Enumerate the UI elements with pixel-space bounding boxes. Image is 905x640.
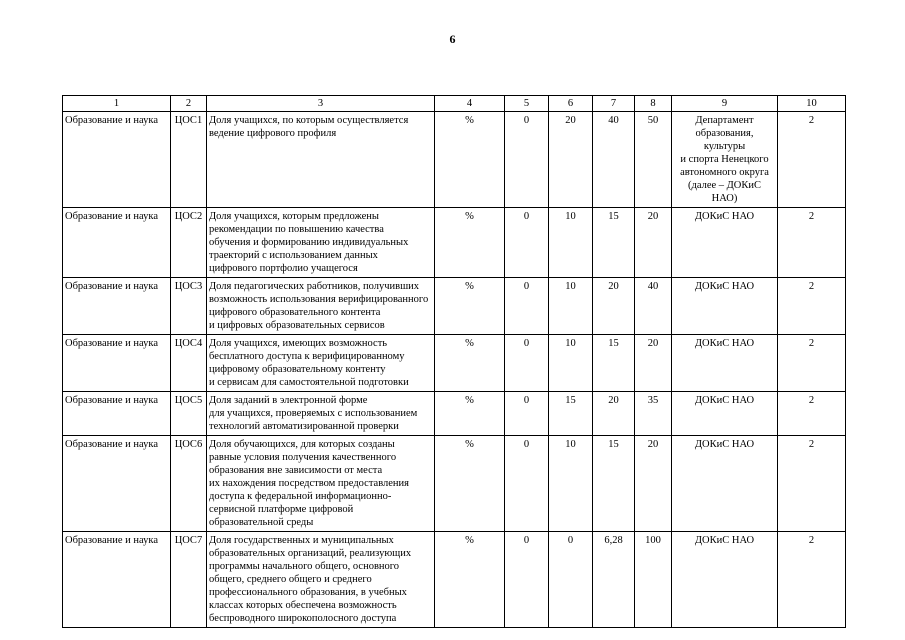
indicator-name-cell [207,208,435,278]
executor-cell [672,532,778,628]
executor-cell-line: образования, культуры [695,128,754,152]
indicator-name-cell-line: Доля обучающихся, для которых созданы [209,439,395,450]
value-cell-6: 10 [549,335,593,392]
unit-cell: % [435,208,505,278]
value-cell-8: 20 [635,436,672,532]
indicator-name-cell-line: для учащихся, проверяемых с использованием [209,408,418,419]
unit-cell: % [435,392,505,436]
unit-cell: % [435,436,505,532]
value-cell-6: 10 [549,278,593,335]
indicator-name-cell-line: Доля педагогических работников, получивших [209,281,420,292]
indicator-name-cell [207,436,435,532]
column-header-2: 2 [171,96,207,112]
indicator-name-cell-line: и сервисам для самостоятельной подготовки [209,377,409,388]
indicator-name-cell-line: образовательных организаций, реализующих [209,548,412,559]
column-header-5: 5 [505,96,549,112]
sector-cell: Образование и наука [63,532,171,628]
value-cell-8: 100 [635,532,672,628]
table-row [63,436,846,532]
executor-cell [672,392,778,436]
indicator-name-cell-line: цифровому образовательному контенту [209,364,386,375]
executor-cell [672,112,778,208]
value-cell-7: 15 [593,208,635,278]
value-cell-7: 40 [593,112,635,208]
value-cell-5: 0 [505,208,549,278]
column-10-cell: 2 [778,532,846,628]
column-header-3: 3 [207,96,435,112]
indicator-name-cell-line: Доля государственных и муниципальных [209,535,394,546]
sector-cell: Образование и наука [63,335,171,392]
value-cell-5: 0 [505,532,549,628]
indicator-name-cell-line: и цифровых образовательных сервисов [209,320,385,331]
indicator-name-cell [207,532,435,628]
value-cell-8: 20 [635,335,672,392]
indicator-name-cell-line: программы начального общего, основного [209,561,400,572]
sector-cell: Образование и наука [63,112,171,208]
header-row [63,96,846,112]
indicator-name-cell-line: Доля учащихся, имеющих возможность [209,338,388,349]
indicators-table [62,95,846,628]
indicator-name-cell-line: равные условия получения качественного [209,452,397,463]
code-cell: ЦОС7 [171,532,207,628]
code-cell: ЦОС2 [171,208,207,278]
indicator-name-cell-line: их нахождения посредством предоставления [209,478,409,489]
table-row [63,208,846,278]
page-number: 6 [449,32,456,46]
code-cell: ЦОС3 [171,278,207,335]
value-cell-8: 20 [635,208,672,278]
indicator-name-cell-line: траекторий с использованием данных [209,250,378,261]
column-header-10: 10 [778,96,846,112]
column-10-cell: 2 [778,112,846,208]
unit-cell: % [435,278,505,335]
indicator-name-cell-line: цифрового образовательного контента [209,307,381,318]
unit-cell: % [435,532,505,628]
indicator-name-cell-line: общего, среднего общего и среднего [209,574,372,585]
code-cell: ЦОС6 [171,436,207,532]
executor-cell-line: ДОКиС НАО [694,395,755,406]
indicator-name-cell-line: Доля учащихся, по которым осуществляется [209,115,409,126]
value-cell-6: 15 [549,392,593,436]
executor-cell [672,335,778,392]
indicator-name-cell-line: цифрового портфолио учащегося [209,263,358,274]
column-10-cell: 2 [778,392,846,436]
table-row [63,335,846,392]
value-cell-5: 0 [505,278,549,335]
indicator-name-cell-line: Доля заданий в электронной форме [209,395,368,406]
table-row [63,278,846,335]
table-row [63,532,846,628]
value-cell-8: 50 [635,112,672,208]
column-10-cell: 2 [778,335,846,392]
value-cell-7: 20 [593,392,635,436]
table-row [63,112,846,208]
sector-cell: Образование и наука [63,392,171,436]
value-cell-8: 35 [635,392,672,436]
column-header-9: 9 [672,96,778,112]
executor-cell-line: (далее – ДОКиС НАО) [687,180,762,204]
code-cell: ЦОС4 [171,335,207,392]
executor-cell-line: автономного округа [680,167,769,178]
indicator-name-cell-line: Доля учащихся, которым предложены [209,211,379,222]
value-cell-5: 0 [505,436,549,532]
code-cell: ЦОС1 [171,112,207,208]
value-cell-5: 0 [505,392,549,436]
sector-cell: Образование и наука [63,436,171,532]
column-10-cell: 2 [778,208,846,278]
indicator-name-cell-line: бесплатного доступа к верифицированному [209,351,405,362]
value-cell-5: 0 [505,335,549,392]
unit-cell: % [435,335,505,392]
executor-cell-line: ДОКиС НАО [694,535,755,546]
indicator-name-cell [207,112,435,208]
indicator-name-cell-line: технологий автоматизированной проверки [209,421,399,432]
indicator-name-cell-line: доступа к федеральной информационно- [209,491,392,502]
indicator-name-cell-line: рекомендации по повышению качества [209,224,384,235]
executor-cell [672,208,778,278]
unit-cell: % [435,112,505,208]
executor-cell [672,278,778,335]
executor-cell-line: ДОКиС НАО [694,281,755,292]
executor-cell-line: ДОКиС НАО [694,439,755,450]
value-cell-6: 0 [549,532,593,628]
indicator-name-cell-line: профессионального образования, в учебных [209,587,407,598]
sector-cell: Образование и наука [63,208,171,278]
value-cell-7: 15 [593,436,635,532]
value-cell-7: 20 [593,278,635,335]
indicator-name-cell-line: беспроводного широкополосного доступа [209,613,397,624]
column-10-cell: 2 [778,278,846,335]
executor-cell-line: ДОКиС НАО [694,338,755,349]
indicator-name-cell-line: ведение цифрового профиля [209,128,337,139]
column-header-8: 8 [635,96,672,112]
column-10-cell: 2 [778,436,846,532]
column-header-7: 7 [593,96,635,112]
indicator-name-cell [207,392,435,436]
executor-cell-line: и спорта Ненецкого [680,154,769,165]
value-cell-7: 15 [593,335,635,392]
indicator-name-cell-line: обучения и формированию индивидуальных [209,237,409,248]
sector-cell: Образование и наука [63,278,171,335]
value-cell-6: 10 [549,436,593,532]
indicator-name-cell-line: образования вне зависимости от места [209,465,383,476]
value-cell-8: 40 [635,278,672,335]
executor-cell-line: Департамент [695,115,754,126]
value-cell-6: 20 [549,112,593,208]
code-cell: ЦОС5 [171,392,207,436]
column-header-6: 6 [549,96,593,112]
value-cell-5: 0 [505,112,549,208]
executor-cell-line: ДОКиС НАО [694,211,755,222]
indicator-name-cell-line: образовательной среды [209,517,314,528]
executor-cell [672,436,778,532]
column-header-4: 4 [435,96,505,112]
value-cell-7: 6,28 [593,532,635,628]
indicator-name-cell [207,278,435,335]
indicator-name-cell [207,335,435,392]
indicator-name-cell-line: классах которых обеспечена возможность [209,600,397,611]
table-row [63,392,846,436]
value-cell-6: 10 [549,208,593,278]
indicator-name-cell-line: возможность использования верифицированного [209,294,429,305]
column-header-1: 1 [63,96,171,112]
indicator-name-cell-line: сервисной платформе цифровой [209,504,354,515]
